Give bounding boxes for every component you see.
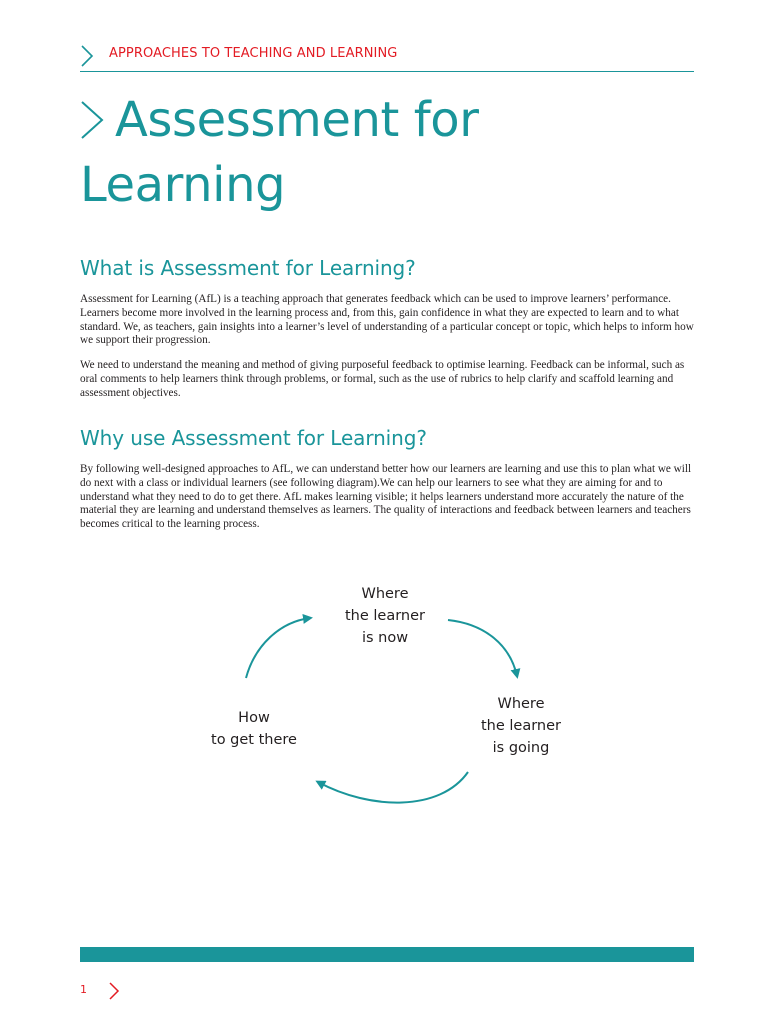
page-number: 1: [80, 983, 87, 996]
section-heading-why: Why use Assessment for Learning?: [80, 426, 427, 450]
paragraph-why-1: By following well-designed approaches to AfL, we can understand better how our learners are learning and use this to plan what we will do next with a class or individual learners (see following diagram).We can help our learners to see what they are aiming for and to understand what they need to do to get there. AfL makes learning visible; it helps learners understand more accurately the nature of the material they are learning and understand themselves as learners. The quality of interactions and feedback between learners and teachers becomes critical to the learning process.: [80, 463, 692, 531]
cycle-label-how: How to get there: [211, 710, 297, 748]
cycle-label-now: Where the learner is now: [344, 586, 426, 646]
paragraph-what-2: We need to understand the meaning and method of giving purposeful feedback to optimise learning. Feedback can be informal, such as oral comments to help learners think through problems, or formal, such as the use of rubrics to help clarify and scaffold learning and assessment objectives.: [80, 359, 685, 399]
arrow-left-to-top: [246, 618, 310, 678]
arrow-right-to-left: [318, 772, 468, 803]
header-chevron-icon: [80, 44, 94, 68]
section-heading-what: What is Assessment for Learning?: [80, 256, 416, 280]
cycle-label-going: Where the learner is going: [480, 696, 562, 756]
footer-bar: [80, 947, 694, 962]
page-title: Assessment for Learning: [80, 92, 479, 213]
footer-chevron-icon: [108, 981, 120, 1001]
arrow-top-to-right: [448, 620, 517, 676]
paragraph-what-1: Assessment for Learning (AfL) is a teaching approach that generates feedback which can be used to improve learners’ performance. Learners become more involved in the learning process and, from this, gain confidence in what they are expected to learn and to what standard. We, as teachers, gain insights into a learner’s level of understanding of a particular concept or topic, which helps to inform how we support their progression.: [80, 293, 694, 347]
section-label: APPROACHES TO TEACHING AND LEARNING: [109, 46, 398, 61]
header-divider: [80, 71, 694, 72]
